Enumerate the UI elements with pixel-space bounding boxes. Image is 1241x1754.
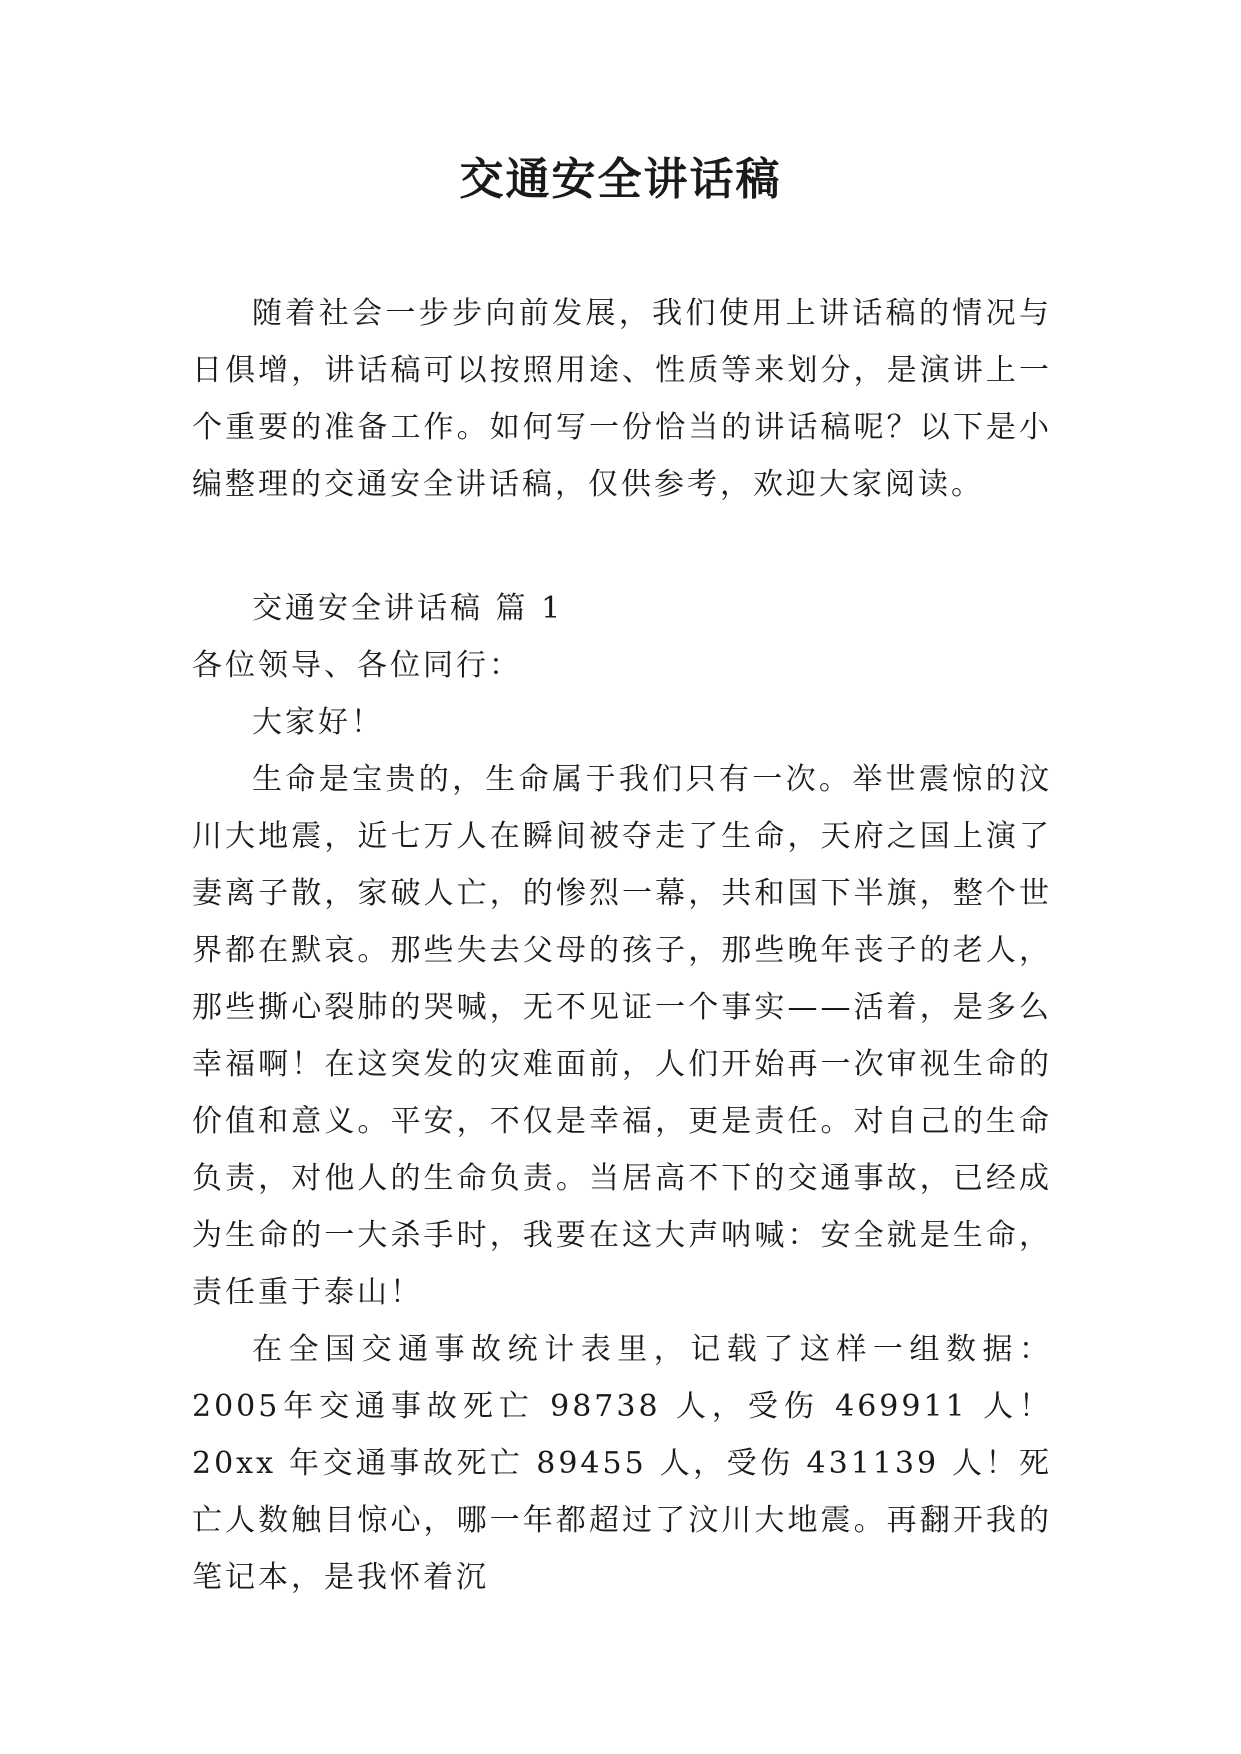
- speech-paragraph-2: 在全国交通事故统计表里，记载了这样一组数据：2005年交通事故死亡 98738 人，受伤 469911 人！20xx 年交通事故死亡 89455 人，受伤 431139 人！死亡人数触目惊心，哪一年都超过了汶川大地震。再翻开我的笔记本，是我怀着沉: [192, 1332, 1052, 1595]
- salutation: 各位领导、各位同行：: [192, 648, 522, 683]
- greeting: 大家好！: [252, 705, 384, 740]
- section-heading: 交通安全讲话稿 篇 1: [252, 591, 564, 626]
- intro-block: [192, 285, 1052, 513]
- document-title: 交通安全讲话稿: [459, 154, 782, 205]
- speech-block: [192, 580, 1052, 1606]
- speech-paragraph-1: 生命是宝贵的，生命属于我们只有一次。举世震惊的汶川大地震，近七万人在瞬间被夺走了生命，天府之国上演了妻离子散，家破人亡，的惨烈一幕，共和国下半旗，整个世界都在默哀。那些失去父母的孩子，那些晚年丧子的老人，那些撕心裂肺的哭喊，无不见证一个事实——活着，是多么幸福啊！在这突发的灾难面前，人们开始再一次审视生命的价值和意义。平安，不仅是幸福，更是责任。对自己的生命负责，对他人的生命负责。当居高不下的交通事故，已经成为生命的一大杀手时，我要在这大声呐喊：安全就是生命，责任重于泰山！: [192, 762, 1052, 1310]
- intro-paragraph: 随着社会一步步向前发展，我们使用上讲话稿的情况与日俱增，讲话稿可以按照用途、性质等来划分，是演讲上一个重要的准备工作。如何写一份恰当的讲话稿呢？以下是小编整理的交通安全讲话稿，仅供参考，欢迎大家阅读。: [192, 296, 1052, 502]
